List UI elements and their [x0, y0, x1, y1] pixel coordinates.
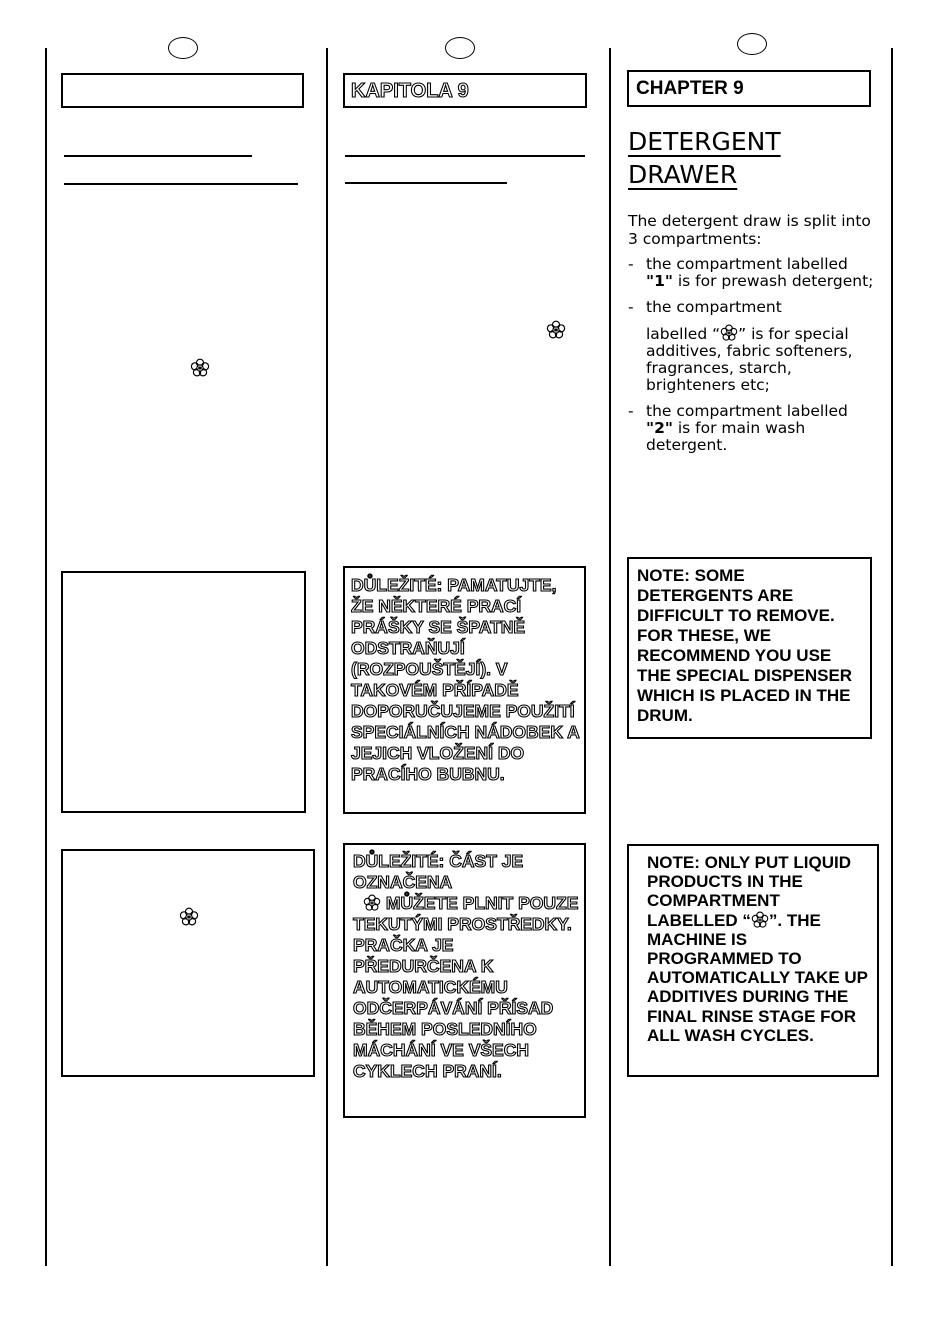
list-item: - the compartment labelled "1" is for prewash detergent; — [628, 255, 874, 290]
flower-icon — [190, 358, 210, 378]
flower-icon — [546, 320, 566, 340]
chapter-title: KAPITOLA 9 — [351, 80, 469, 102]
note-text-part: DŮLEŽITÉ: ČÁST JE OZNAČENA — [353, 851, 524, 892]
language-circle-icon — [168, 37, 198, 59]
note-text-part: NOTE: ONLY PUT LIQUID PRODUCTS IN THE COMPARTMENT — [647, 853, 852, 911]
column-divider — [609, 48, 611, 1266]
note-box — [61, 849, 315, 1077]
chapter-title-box — [61, 73, 304, 108]
intro-text: The detergent draw is split into 3 compartments: — [628, 212, 871, 248]
flower-icon — [720, 324, 738, 342]
note-text-part: MŮŽETE PLNIT POUZE TEKUTÝMI PROSTŘEDKY. PRAČKA JE PŘEDURČENA K AUTOMATICKÉMU ODČERPÁVÁNÍ PŘÍSAD BĚHEM POSLEDNÍHO MÁCHÁNÍ VE VŠECH CYKLECH PRANÍ. — [353, 893, 579, 1081]
heading-underline — [345, 182, 507, 184]
note-text-part: LABELLED “ — [647, 910, 751, 930]
flower-icon — [751, 911, 769, 929]
heading-underline — [64, 155, 252, 157]
list-item: - the compartment labelled “ ” is for special additives, fabric softeners, fragrances, starch, brighteners etc; — [628, 298, 853, 394]
section-heading: DRAWER — [628, 160, 738, 189]
note-text — [647, 853, 869, 1045]
column-divider — [326, 48, 328, 1266]
flower-icon — [363, 894, 381, 912]
column-divider — [45, 48, 47, 1266]
note-text: DŮLEŽITÉ: PAMATUJTE, ŽE NĚKTERÉ PRACÍ PRÁŠKY SE ŠPATNĚ ODSTRAŇUJÍ (ROZPOUŠTĚJÍ). V TAKOVÉM PŘÍPADĚ DOPORUČUJEME POUŽITÍ SPECIÁLNÍCH NÁDOBEK A JEJICH VLOŽENÍ DO PRACÍHO BUBNU. — [351, 575, 580, 784]
note-text: NOTE: SOME DETERGENTS ARE DIFFICULT TO REMOVE. FOR THESE, WE RECOMMEND YOU USE THE SPECIAL DISPENSER WHICH IS PLACED IN THE DRUM. — [637, 566, 853, 725]
chapter-title: CHAPTER 9 — [636, 78, 744, 99]
language-circle-icon — [737, 33, 767, 55]
compartment-list — [628, 256, 878, 463]
flower-icon — [179, 907, 199, 927]
section-heading: DETERGENT — [628, 127, 781, 156]
list-item: - the compartment labelled "2" is for main wash detergent. — [628, 402, 848, 454]
language-circle-icon — [445, 37, 475, 59]
heading-underline — [345, 155, 585, 157]
note-text — [353, 851, 581, 1082]
note-box — [61, 571, 306, 813]
note-text-part: ”. THE MACHINE IS PROGRAMMED TO AUTOMATICALLY TAKE UP ADDITIVES DURING THE FINAL RINSE STAGE FOR ALL WASH CYCLES. — [647, 910, 868, 1045]
column-divider — [891, 48, 893, 1266]
heading-underline — [64, 183, 298, 185]
